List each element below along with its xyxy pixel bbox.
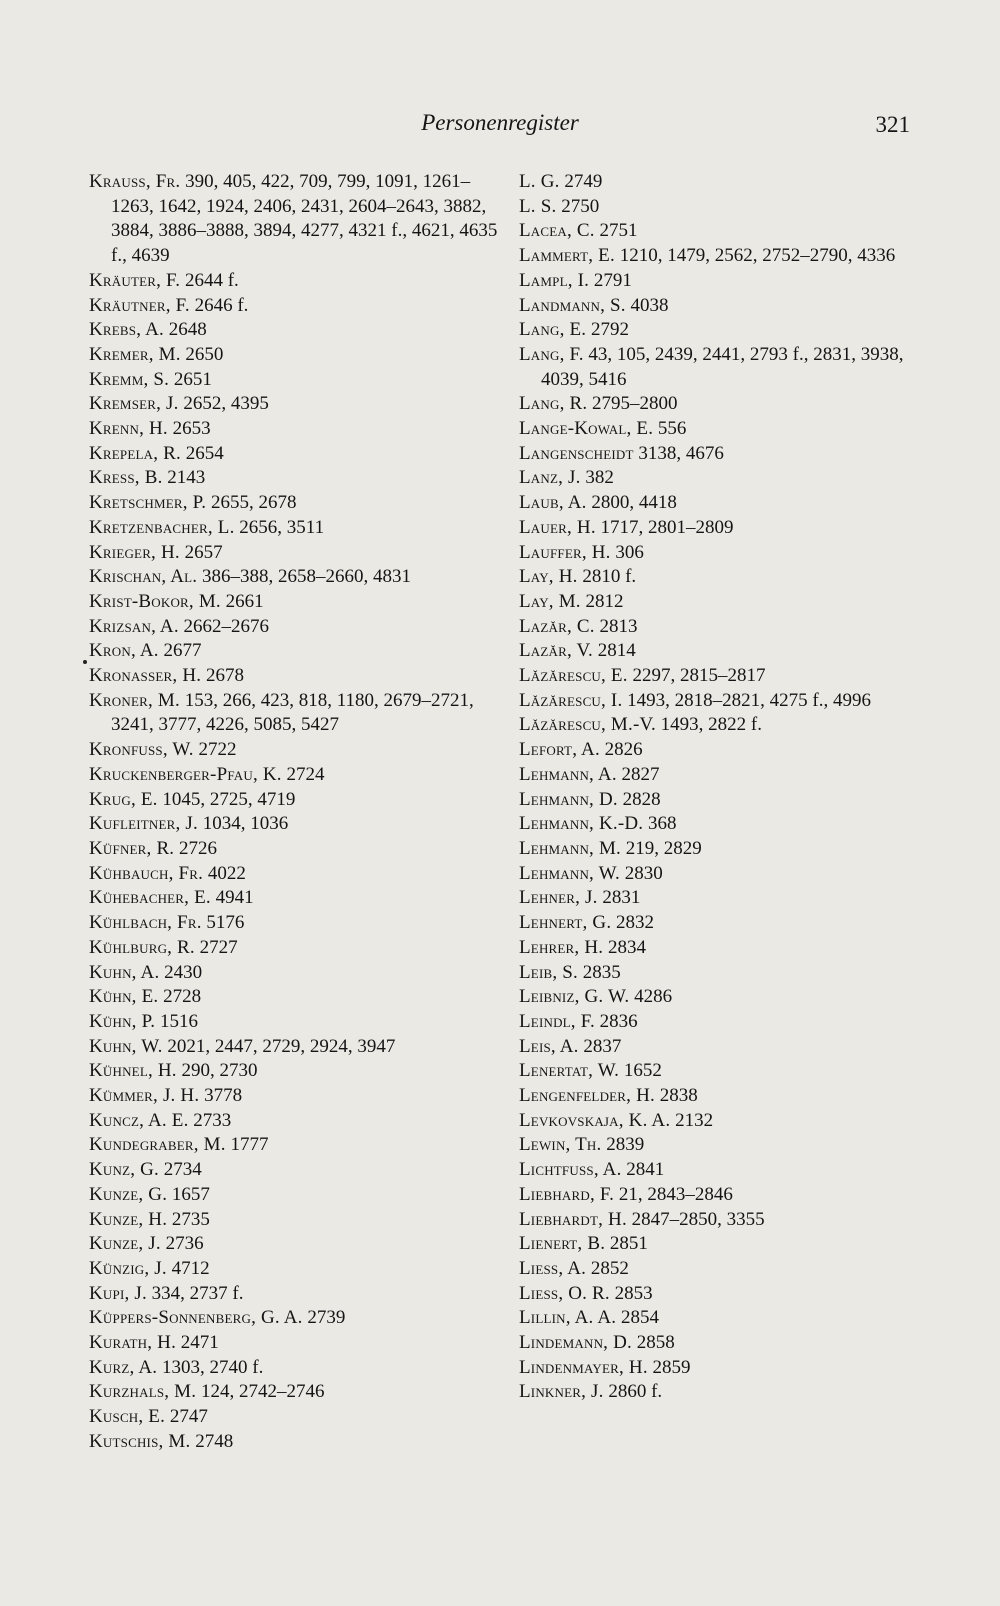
index-entry-refs: 2722 [198,739,237,761]
index-entry-refs: 1045, 2725, 4719 [162,788,296,810]
index-entry-refs: 2652, 4395 [183,393,269,415]
index-entry-name: Lewin, Th. [519,1134,602,1156]
index-entry [89,936,509,961]
index-entry-name: Krieger, H. [89,541,180,563]
index-entry-name: Levkovskaja, K. A. [519,1109,671,1131]
index-entry-refs: 556 [657,418,687,440]
index-entry-refs: 1493, 2822 f. [660,714,762,736]
index-entry [519,1010,919,1035]
index-entry-refs: 2852 [590,1257,629,1279]
index-entry-name: Leibniz, G. W. [519,986,630,1008]
index-entry-refs: 4712 [171,1257,210,1279]
index-entry-name: Lay, H. [519,566,578,588]
index-entry-name: Lehmann, M. [519,837,622,859]
index-entry-refs: 1303, 2740 f. [162,1356,264,1378]
index-entry [89,985,509,1010]
index-entry [519,392,919,417]
index-entry [89,812,509,837]
index-entry [89,788,509,813]
index-entry-refs: 1034, 1036 [202,813,289,835]
index-entry [89,862,509,887]
index-entry [519,615,919,640]
index-entry-refs: 2143 [167,467,206,489]
index-entry-name: Kühbauch, Fr. [89,862,204,884]
index-entry [519,1257,919,1282]
index-entry [519,911,919,936]
index-entry [89,343,509,368]
index-entry [519,1035,919,1060]
index-entry-refs: 386–388, 2658–2660, 4831 [202,566,412,588]
index-entry-refs: 2751 [599,220,638,242]
index-entry-name: Lehmann, W. [519,862,620,884]
index-entry [519,1331,919,1356]
index-column-left [89,170,509,1455]
index-entry-refs: 43, 105, 2439, 2441, 2793 f., 2831, 3938, 4039, 5416 [541,343,904,390]
index-entry [519,862,919,887]
index-entry [89,1331,509,1356]
index-entry-name: Lillin, A. A. [519,1307,617,1329]
index-entry-refs: 2736 [165,1233,204,1255]
index-entry-name: Kruckenberger-Pfau, K. [89,763,282,785]
index-entry [519,1208,919,1233]
index-entry-name: Kusch, E. [89,1406,166,1428]
index-entry-refs: 2830 [624,862,663,884]
index-entry-name: Krenn, H. [89,418,168,440]
index-entry-refs: 2851 [609,1233,648,1255]
index-entry-name: Kremm, S. [89,368,170,390]
index-entry-refs: 2677 [163,640,202,662]
index-entry [519,837,919,862]
index-entry [89,368,509,393]
index-entry [89,1306,509,1331]
index-entry-name: Lang, R. [519,393,588,415]
index-entry-refs: 2750 [561,195,600,217]
index-entry-name: Lindemann, D. [519,1332,632,1354]
index-entry [89,615,509,640]
index-entry-refs: 153, 266, 423, 818, 1180, 2679–2721, 3241, 3777, 4226, 5085, 5427 [111,689,474,736]
index-entry [519,664,919,689]
index-entry [519,491,919,516]
index-entry-refs: 2678 [205,665,244,687]
index-entry [519,269,919,294]
index-entry-name: Lay, M. [519,590,581,612]
index-entry-name: Landmann, S. [519,294,626,316]
index-entry-name: Lienert, B. [519,1233,606,1255]
index-entry [89,1084,509,1109]
index-entry-name: Kronfuss, W. [89,739,194,761]
index-entry-name: Kronasser, H. [89,665,202,687]
index-entry-name: Küppers-Sonnenberg, G. A. [89,1307,303,1329]
index-entry [89,1405,509,1430]
index-entry [89,1010,509,1035]
index-entry-refs: 4022 [207,862,246,884]
index-entry-refs: 2734 [163,1159,202,1181]
index-entry-name: Kunz, G. [89,1159,160,1181]
index-entry-name: Lăzărescu, M.-V. [519,714,656,736]
index-entry-refs: 2748 [195,1430,234,1452]
index-entry-name: Lang, E. [519,319,587,341]
index-entry [519,590,919,615]
index-entry-name: Liebhard, F. [519,1183,615,1205]
index-entry-refs: 1657 [171,1183,210,1205]
index-entry [519,1232,919,1257]
index-entry [519,886,919,911]
index-entry [89,1282,509,1307]
index-entry [519,1109,919,1134]
index-entry-refs: 2792 [590,319,629,341]
index-entry-name: Kress, B. [89,467,163,489]
index-entry-name: Lehner, J. [519,887,598,909]
index-entry-name: Kremer, M. [89,343,181,365]
index-entry-name: Kutschis, M. [89,1430,191,1452]
index-entry-refs: 2724 [286,763,325,785]
index-entry-name: Künzig, J. [89,1257,167,1279]
index-entry-name: Kunze, G. [89,1183,168,1205]
index-entry-refs: 2662–2676 [183,615,270,637]
index-entry-refs: 2791 [593,269,632,291]
index-entry [89,294,509,319]
index-entry [519,1183,919,1208]
index-entry-refs: 1717, 2801–2809 [600,516,734,538]
index-entry [89,1380,509,1405]
index-entry [519,689,919,714]
index-entry [89,318,509,343]
index-entry [519,985,919,1010]
index-entry-name: Lammert, E. [519,245,615,267]
index-entry [89,1158,509,1183]
index-entry-refs: 21, 2843–2846 [618,1183,733,1205]
index-entry-name: Kühebacher, E. [89,887,211,909]
index-entry-name: L. G. [519,171,560,192]
index-entry-refs: 2735 [171,1208,210,1230]
index-entry [89,516,509,541]
index-entry-refs: 2653 [172,418,211,440]
index-entry-name: Lefort, A. [519,739,600,761]
index-entry-name: Lehnert, G. [519,912,612,934]
index-entry-name: Kremser, J. [89,393,179,415]
index-entry-name: Kräutner, F. [89,294,190,316]
index-entry [89,417,509,442]
index-entry-refs: 2297, 2815–2817 [632,665,766,687]
index-entry [519,541,919,566]
index-entry-refs: 2835 [582,961,621,983]
index-entry-refs: 2747 [169,1406,208,1428]
index-entry-refs: 334, 2737 f. [151,1282,244,1304]
index-entry-refs: 2841 [626,1159,665,1181]
index-entry [519,318,919,343]
index-entry [519,195,919,220]
index-entry-refs: 2430 [164,961,203,983]
index-entry [89,639,509,664]
index-entry-refs: 306 [615,541,644,563]
index-entry-name: Kurz, A. [89,1356,158,1378]
index-entry-refs: 2859 [652,1356,691,1378]
index-entry [89,1232,509,1257]
index-entry-name: Kurath, H. [89,1332,177,1354]
index-entry [519,244,919,269]
index-entry [519,1306,919,1331]
index-entry [89,1133,509,1158]
index-entry-refs: 2814 [597,640,636,662]
index-entry [519,170,919,195]
index-entry-name: Lindenmayer, H. [519,1356,648,1378]
index-entry-refs: 368 [647,813,677,835]
index-entry-name: Kundegraber, M. [89,1134,226,1156]
index-entry-refs: 2021, 2447, 2729, 2924, 3947 [167,1035,396,1057]
index-entry-name: Lauffer, H. [519,541,611,563]
index-entry-refs: 2854 [620,1307,659,1329]
index-entry-name: Lehmann, D. [519,788,618,810]
index-entry-refs: 2831 [602,887,641,909]
index-entry-refs: 2828 [622,788,661,810]
index-entry-name: Lanz, J. [519,467,581,489]
index-entry-refs: 2826 [604,739,643,761]
index-entry-refs: 2656, 3511 [239,516,325,538]
index-entry [519,936,919,961]
index-entry [519,763,919,788]
index-entry [519,788,919,813]
index-entry [89,886,509,911]
index-entry-refs: 2834 [607,936,646,958]
index-entry-name: Lazăr, V. [519,640,593,662]
index-entry-name: Krischan, Al. [89,566,198,588]
index-entry-name: Kroner, M. [89,689,180,711]
running-header-title: Personenregister [421,110,579,135]
index-entry-name: Krauss, Fr. [89,171,181,192]
index-entry [89,738,509,763]
index-entry-name: Langenscheidt [519,442,634,464]
index-entry-refs: 2650 [185,343,224,365]
index-entry-refs: 1493, 2818–2821, 4275 f., 4996 [627,689,871,711]
index-entry-refs: 2810 f. [582,566,637,588]
index-entry-name: Kuncz, A. E. [89,1109,189,1131]
index-entry [519,738,919,763]
index-entry-name: Kurzhals, M. [89,1381,197,1403]
index-entry [519,713,919,738]
index-entry-refs: 2812 [585,590,624,612]
index-entry-refs: 2847–2850, 3355 [631,1208,765,1230]
index-entry-refs: 4941 [215,887,254,909]
index-entry-refs: 2749 [564,171,603,192]
index-entry [519,343,919,392]
index-entry [89,466,509,491]
index-entry-refs: 3778 [204,1085,243,1107]
index-entry-name: Kretzenbacher, L. [89,516,235,538]
index-entry-refs: 2727 [199,936,238,958]
index-entry-refs: 4286 [634,986,673,1008]
index-entry [519,639,919,664]
index-entry-name: Liess, A. [519,1257,587,1279]
index-entry-name: Kupi, J. [89,1282,147,1304]
index-entry-refs: 2858 [636,1332,675,1354]
index-entry [89,1208,509,1233]
index-entry-refs: 2827 [621,763,660,785]
index-entry-refs: 1210, 1479, 2562, 2752–2790, 4336 [619,245,896,267]
index-entry-refs: 2838 [659,1085,698,1107]
index-entry-name: L. S. [519,195,557,217]
index-entry-name: Krizsan, A. [89,615,179,637]
index-entry-refs: 2839 [606,1134,645,1156]
index-entry-name: Kunze, H. [89,1208,168,1230]
index-entry [89,170,509,269]
index-entry-name: Lehmann, K.-D. [519,813,644,835]
index-entry [519,294,919,319]
index-entry-name: Leib, S. [519,961,578,983]
index-entry [519,516,919,541]
index-entry-name: Kühn, E. [89,986,159,1008]
index-entry-name: Kühnel, H. [89,1060,177,1082]
index-entry-name: Lange-Kowal, E. [519,418,654,440]
index-entry [89,590,509,615]
index-entry-name: Krist-Bokor, M. [89,590,221,612]
index-entry-refs: 2836 [599,1010,638,1032]
index-entry-name: Kunze, J. [89,1233,161,1255]
index-entry-name: Kretschmer, P. [89,492,207,514]
index-entry-name: Lenertat, W. [519,1060,620,1082]
index-entry-name: Laub, A. [519,492,587,514]
index-entry-refs: 2837 [583,1035,622,1057]
index-entry [89,491,509,516]
index-entry-name: Kümmer, J. H. [89,1085,200,1107]
index-entry [89,961,509,986]
index-entry [519,417,919,442]
index-entry-refs: 382 [585,467,614,489]
index-entry-refs: 2832 [616,912,655,934]
index-entry-refs: 124, 2742–2746 [200,1381,325,1403]
index-entry-refs: 2726 [179,837,218,859]
index-entry-refs: 2661 [225,590,264,612]
index-entry [89,1356,509,1381]
index-entry-refs: 2813 [599,615,638,637]
index-entry-refs: 1777 [230,1134,269,1156]
index-entry-name: Kräuter, F. [89,269,181,291]
index-entry-refs: 4038 [630,294,669,316]
index-entry [89,664,509,689]
index-entry-refs: 1516 [159,1010,198,1032]
ink-speck [83,660,87,664]
index-entry [519,1380,919,1405]
index-entry-refs: 5176 [206,912,245,934]
index-entry-refs: 2644 f. [184,269,239,291]
index-entry-refs: 2471 [180,1332,219,1354]
index-entry [519,1356,919,1381]
index-entry-name: Lehmann, A. [519,763,617,785]
index-entry [519,1084,919,1109]
index-entry-refs: 290, 2730 [181,1060,258,1082]
index-entry [89,763,509,788]
index-entry [89,1257,509,1282]
index-entry-refs: 2648 [168,319,207,341]
index-entry [519,961,919,986]
index-entry-refs: 219, 2829 [625,837,702,859]
index-entry-refs: 2655, 2678 [211,492,297,514]
index-entry [89,442,509,467]
index-entry [89,541,509,566]
index-entry [89,392,509,417]
index-entry [89,1183,509,1208]
page-number: 321 [875,112,910,137]
index-entry-name: Liess, O. R. [519,1282,610,1304]
index-entry-refs: 2739 [307,1307,346,1329]
index-entry [519,1282,919,1307]
index-entry-refs: 1652 [623,1060,662,1082]
index-entry-refs: 2795–2800 [592,393,678,415]
index-entry [89,1109,509,1134]
index-entry-name: Krepela, R. [89,442,181,464]
index-entry [89,269,509,294]
index-entry-name: Linkner, J. [519,1381,604,1403]
index-entry-name: Leis, A. [519,1035,579,1057]
index-entry [519,1059,919,1084]
index-entry [519,442,919,467]
index-entry-name: Lehrer, H. [519,936,604,958]
index-entry-name: Lang, F. [519,343,584,365]
index-entry [89,565,509,590]
index-column-right [519,170,919,1405]
index-entry-refs: 2853 [614,1282,653,1304]
index-entry [519,1158,919,1183]
index-entry-name: Lampl, I. [519,269,590,291]
index-entry-name: Lăzărescu, E. [519,665,628,687]
index-entry-refs: 2646 f. [194,294,249,316]
index-entry-refs: 2654 [185,442,224,464]
index-entry-refs: 2657 [184,541,223,563]
index-entry [519,219,919,244]
index-entry [89,911,509,936]
index-entry-refs: 390, 405, 422, 709, 799, 1091, 1261–1263, 1642, 1924, 2406, 2431, 2604–2643, 3882, 3884, 3886–3888, 3894, 4277, 4321 f., 4621, 4635 f., 4639 [111,171,498,267]
index-entry-name: Lazăr, C. [519,615,595,637]
index-entry-name: Lăzărescu, I. [519,689,623,711]
index-entry [89,1035,509,1060]
index-entry-name: Lichtfuss, A. [519,1159,622,1181]
index-entry-name: Kron, A. [89,640,159,662]
index-entry-refs: 2860 f. [608,1381,663,1403]
index-entry-refs: 3138, 4676 [638,442,724,464]
index-entry-refs: 2728 [163,986,202,1008]
index-entry-name: Leindl, F. [519,1010,595,1032]
index-entry-name: Liebhardt, H. [519,1208,627,1230]
index-entry-name: Kuhn, W. [89,1035,163,1057]
index-entry-name: Kuhn, A. [89,961,160,983]
index-entry-name: Krebs, A. [89,319,164,341]
index-entry-refs: 2651 [173,368,212,390]
index-entry-name: Lacea, C. [519,220,595,242]
index-entry [89,1059,509,1084]
index-entry [519,812,919,837]
index-entry-name: Kufleitner, J. [89,813,198,835]
index-entry [89,837,509,862]
index-entry-name: Küfner, R. [89,837,175,859]
index-entry [519,1133,919,1158]
index-entry-name: Kühlbach, Fr. [89,912,202,934]
index-entry [519,565,919,590]
index-entry [89,689,509,738]
index-entry-name: Krug, E. [89,788,158,810]
index-entry-name: Kühn, P. [89,1010,156,1032]
index-entry-refs: 2800, 4418 [591,492,677,514]
index-entry-name: Lauer, H. [519,516,596,538]
index-entry-refs: 2733 [193,1109,232,1131]
index-entry [89,1430,509,1455]
index-entry-name: Lengenfelder, H. [519,1085,655,1107]
index-entry [519,466,919,491]
index-entry-name: Kühlburg, R. [89,936,195,958]
index-entry-refs: 2132 [675,1109,714,1131]
